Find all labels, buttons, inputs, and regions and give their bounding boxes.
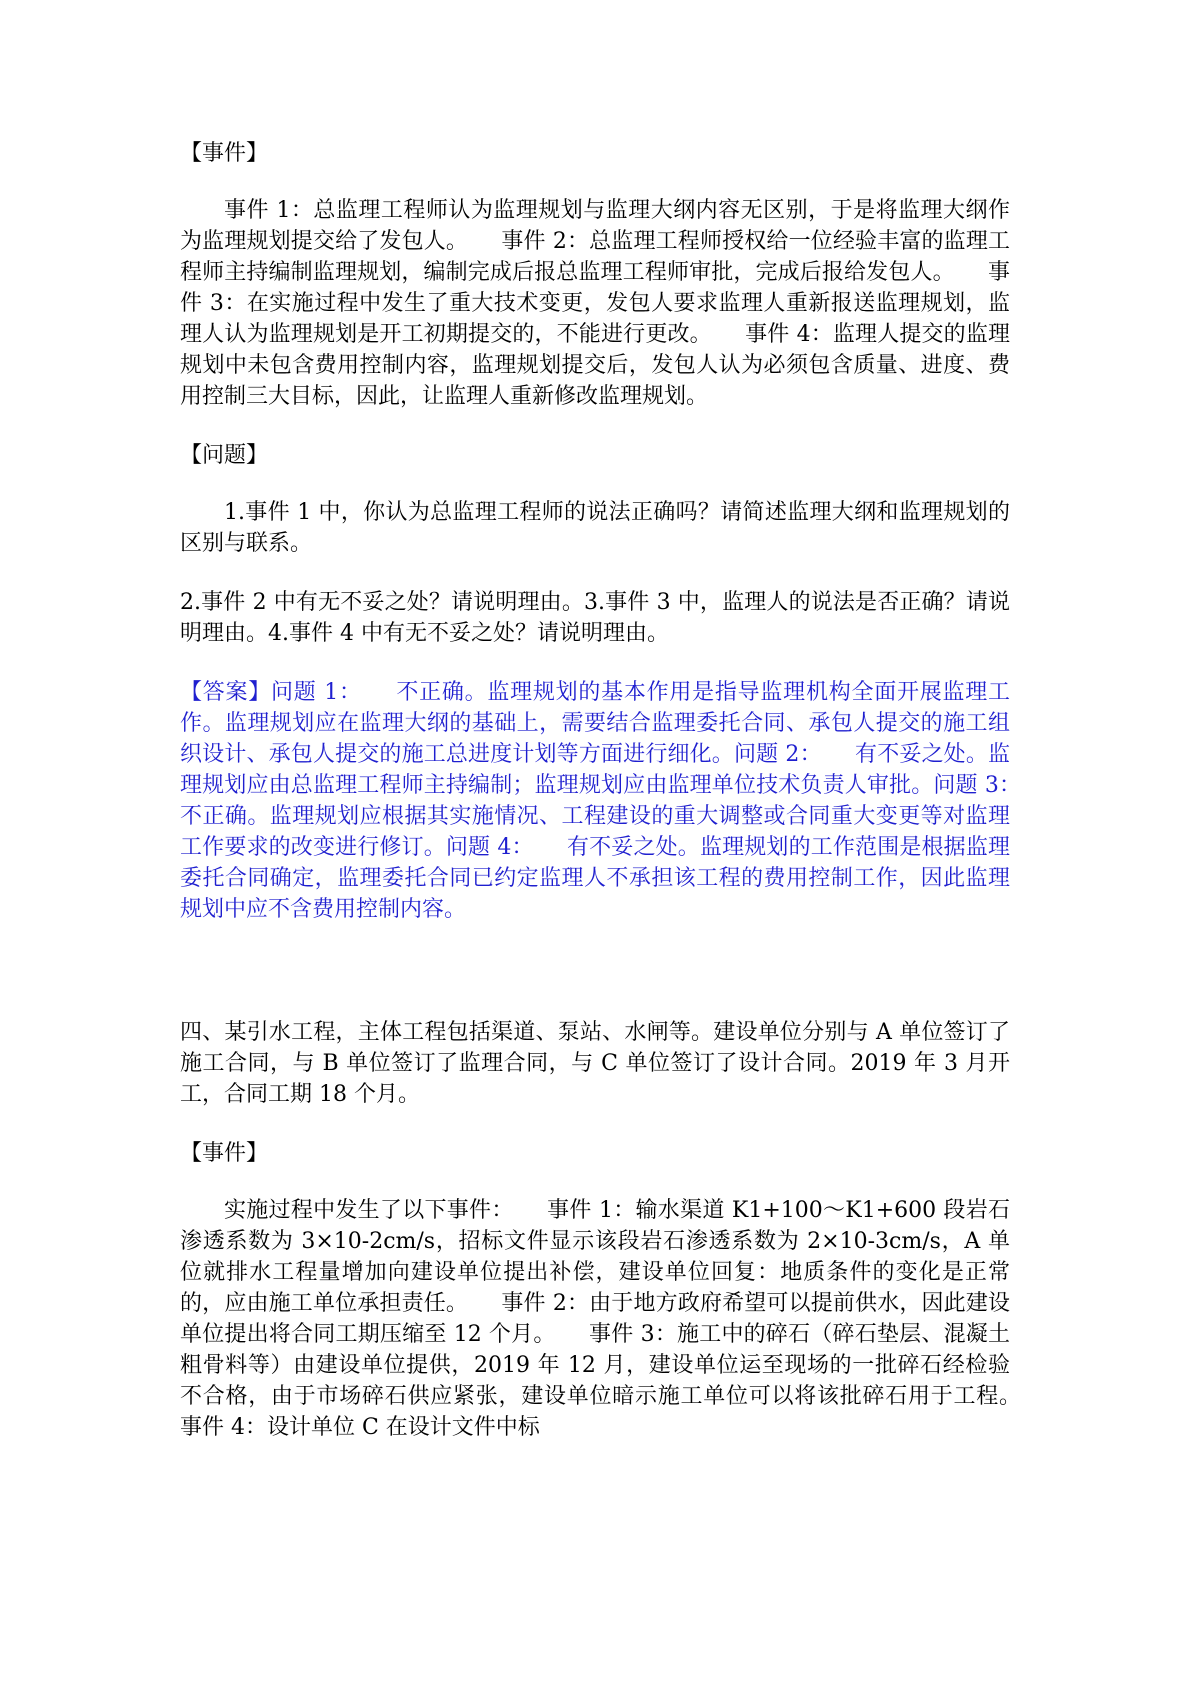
events-heading-2: 【事件】 <box>180 1141 269 1166</box>
question-1: 1.事件 1 中，你认为总监理工程师的说法正确吗？请简述监理大纲和监理规划的区别与联系。 <box>180 500 1010 556</box>
questions-heading: 【问题】 <box>180 443 269 468</box>
events-paragraph: 事件 1：总监理工程师认为监理规划与监理大纲内容无区别，于是将监理大纲作为监理规划提交给了发包人。 事件 2：总监理工程师授权给一位经验丰富的监理工程师主持编制监理规划，编制完成后报总监理工程师审批，完成后报给发包人。 事件 3：在实施过程中发生了重大技术变更，发包人要求监理人重新报送监理规划，监理人认为监理规划是开工初期提交的，不能进行更改。 事件 4：监理人提交的监理规划中未包含费用控制内容，监理规划提交后，发包人认为必须包含质量、进度、费用控制三大目标，因此，让监理人重新修改监理规划。 <box>180 198 1010 409</box>
case-intro-paragraph: 四、某引水工程，主体工程包括渠道、泵站、水闸等。建设单位分别与 A 单位签订了施工合同，与 B 单位签订了监理合同，与 C 单位签订了设计合同。2019 年 3 月开工，合同工期 18 个月。 <box>180 1020 1010 1107</box>
questions-2-to-4: 2.事件 2 中有无不妥之处？请说明理由。3.事件 3 中，监理人的说法是否正确？请说明理由。4.事件 4 中有无不妥之处？请说明理由。 <box>180 590 1010 646</box>
document-body <box>180 138 1055 1471</box>
events-paragraph-2: 实施过程中发生了以下事件： 事件 1：输水渠道 K1+100～K1+600 段岩石渗透系数为 3×10-2cm/s，招标文件显示该段岩石渗透系数为 2×10-3cm/s，A 单位就排水工程量增加向建设单位提出补偿，建设单位回复：地质条件的变化是正常的，应由施工单位承担责任。 事件 2：由于地方政府希望可以提前供水，因此建设单位提出将合同工期压缩至 12 个月。 事件 3：施工中的碎石（碎石垫层、混凝土粗骨料等）由建设单位提供，2019 年 12 月，建设单位运至现场的一批碎石经检验不合格，由于市场碎石供应紧张，建设单位暗示施工单位可以将该批碎石用于工程。 事件 4：设计单位 C 在设计文件中标 <box>180 1198 1055 1440</box>
answer-paragraph: 【答案】问题 1： 不正确。监理规划的基本作用是指导监理机构全面开展监理工作。监理规划应在监理大纲的基础上，需要结合监理委托合同、承包人提交的施工组织设计、承包人提交的施工总进度计划等方面进行细化。问题 2： 有不妥之处。监理规划应由总监理工程师主持编制；监理规划应由监理单位技术负责人审批。问题 3： 不正确。监理规划应根据其实施情况、工程建设的重大调整或合同重大变更等对监理工作要求的改变进行修订。问题 4： 有不妥之处。监理规划的工作范围是根据监理委托合同确定，监理委托合同已约定监理人不承担该工程的费用控制工作，因此监理规划中应不含费用控制内容。 <box>180 680 1055 922</box>
section-spacer <box>180 953 1010 1017</box>
events-heading: 【事件】 <box>180 141 269 166</box>
